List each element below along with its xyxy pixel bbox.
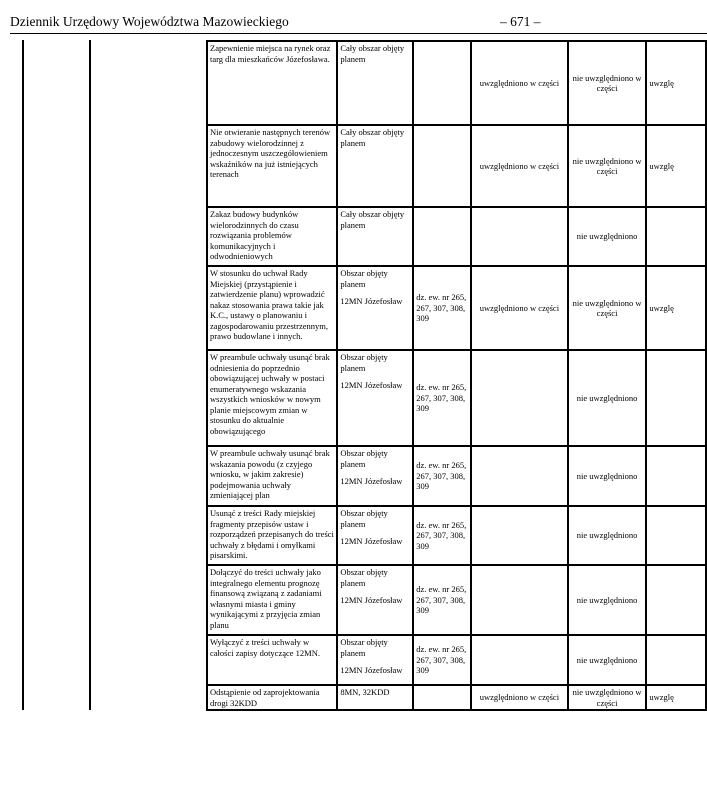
area-cell [337,446,413,506]
decision-cell: nie uwzględniono [568,350,647,446]
parcel-cell: dz. ew. nr 265, 267, 307, 308, 309 [413,350,471,446]
parcel-cell: dz. ew. nr 265, 267, 307, 308, 309 [413,565,471,635]
area-cell [337,266,413,350]
comments-table [206,40,707,711]
parcel-cell [413,685,471,710]
area-text: Obszar objęty planem [340,508,388,529]
zone-text: 12MN Józefosław [340,665,403,675]
decision-cell: uwzględniono w części [471,125,568,207]
decision-cell: uwzglę [646,266,706,350]
decision-cell: nie uwzględniono [568,446,647,506]
decision-cell: uwzglę [646,41,706,125]
area-text: 8MN, 32KDD [340,687,390,697]
comment-text-cell: Wyłączyć z treści uchwały w całości zapisy dotyczące 12MN. [207,635,337,685]
parcel-cell [413,125,471,207]
parcel-cell [413,207,471,266]
decision-cell [471,207,568,266]
decision-cell [646,506,706,565]
area-cell [337,506,413,565]
decision-cell: uwzględniono w części [471,41,568,125]
zone-text: 12MN Józefosław [340,595,403,605]
parcel-cell: dz. ew. nr 265, 267, 307, 308, 309 [413,506,471,565]
decision-cell [646,635,706,685]
left-table-border [22,40,24,710]
decision-cell: nie uwzględniono w części [568,266,647,350]
table-row [207,446,706,506]
decision-cell [646,350,706,446]
comment-text-cell: W preambule uchwały usunąć brak wskazania powodu (z czyjego wniosku, w jakim zakresie) podejmowania uchwały zmieniającej plan [207,446,337,506]
area-text: Cały obszar objęty planem [340,127,405,148]
comment-text-cell: Zakaz budowy budynków wielorodzinnych do czasu rozwiązania problemów komunikacyjnych i odwodnieniowych [207,207,337,266]
decision-cell: uwzglę [646,125,706,207]
area-cell [337,125,413,207]
area-text: Obszar objęty planem [340,268,388,289]
area-text: Cały obszar objęty planem [340,43,405,64]
area-text: Cały obszar objęty planem [340,209,405,230]
table-row [207,685,706,710]
parcel-cell: dz. ew. nr 265, 267, 307, 308, 309 [413,635,471,685]
area-cell [337,635,413,685]
area-text: Obszar objęty planem [340,448,388,469]
decision-cell: nie uwzględniono [568,207,647,266]
decision-cell [646,565,706,635]
area-cell [337,207,413,266]
parcel-cell: dz. ew. nr 265, 267, 307, 308, 309 [413,446,471,506]
zone-text: 12MN Józefosław [340,296,403,306]
decision-cell [471,350,568,446]
decision-cell [646,207,706,266]
decision-cell [471,635,568,685]
table-row [207,41,706,125]
comment-text-cell: W stosunku do uchwał Rady Miejskiej (przystąpienie i zatwierdzenie planu) wprowadzić nakaz stosowania prawa takie jak K.C., ustawy o planowaniu i zagospodarowaniu przestrzennym, prawo budowlane i innych. [207,266,337,350]
comment-text-cell: Zapewnienie miejsca na rynek oraz targ dla mieszkańców Józefosława. [207,41,337,125]
decision-cell [471,446,568,506]
zone-text: 12MN Józefosław [340,476,403,486]
area-text: Obszar objęty planem [340,567,388,588]
table-row [207,207,706,266]
parcel-cell [413,41,471,125]
table-row [207,125,706,207]
decision-cell [471,506,568,565]
comment-text-cell: Nie otwieranie następnych terenów zabudowy wielorodzinnej z jednoczesnym uszczegółowieniem wskaźników na już istniejących terenach [207,125,337,207]
table-row [207,565,706,635]
table-row [207,266,706,350]
decision-cell: nie uwzględniono [568,635,647,685]
area-cell [337,41,413,125]
table-row [207,350,706,446]
decision-cell: uwzględniono w części [471,266,568,350]
decision-cell: nie uwzględniono w części [568,125,647,207]
table-row [207,635,706,685]
decision-cell: nie uwzględniono [568,506,647,565]
comment-text-cell: Dołączyć do treści uchwały jako integralnego elementu prognozę finansową związaną z zadaniami własnymi miasta i gminy wynikającymi z przyjęcia zmian planu [207,565,337,635]
comment-text-cell: Odstąpienie od zaprojektowania drogi 32KDD [207,685,337,710]
decision-cell [646,446,706,506]
area-text: Obszar objęty planem [340,352,388,373]
table-row [207,506,706,565]
decision-cell: nie uwzględniono [568,565,647,635]
page-number: – 671 – [500,14,541,29]
area-cell [337,350,413,446]
zone-text: 12MN Józefosław [340,536,403,546]
zone-text: 12MN Józefosław [340,380,403,390]
decision-cell: uwzglę [646,685,706,710]
comment-text-cell: Usunąć z treści Rady miejskiej fragmenty przepisów ustaw i rozporządzeń przepisanych do treści uchwały z błędami i omyłkami pisarskimi. [207,506,337,565]
decision-cell: nie uwzględniono w części [568,685,647,710]
header-divider [10,33,707,34]
decision-cell: uwzględniono w części [471,685,568,710]
column-divider [89,40,91,710]
area-cell [337,565,413,635]
area-text: Obszar objęty planem [340,637,388,658]
parcel-cell: dz. ew. nr 265, 267, 307, 308, 309 [413,266,471,350]
journal-title: Dziennik Urzędowy Województwa Mazowieckiego [10,14,289,29]
decision-cell: nie uwzględniono w części [568,41,647,125]
decision-cell [471,565,568,635]
area-cell [337,685,413,710]
comment-text-cell: W preambule uchwały usunąć brak odniesienia do poprzednio obowiązującej uchwały w postaci enumeratywnego wskazania wszystkich wniosków w nowym planie miejscowym zmian w stosunku do aktualnie obowiązującego [207,350,337,446]
